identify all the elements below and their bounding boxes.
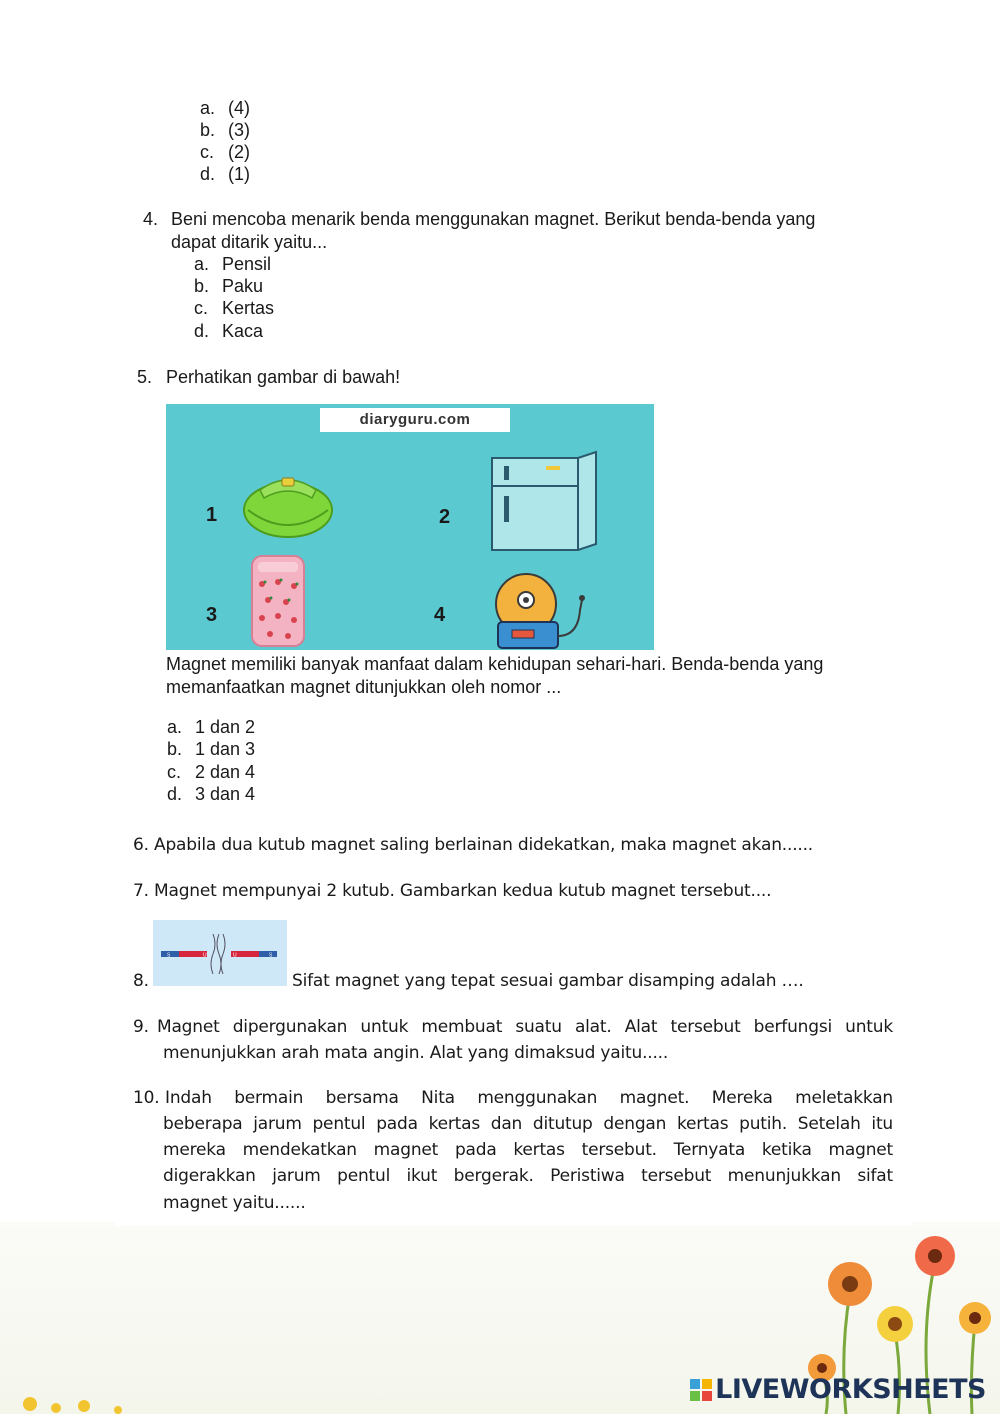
q10-text-line5: magnet yaitu...... [163,1193,306,1213]
electric-bell-icon [482,570,596,650]
q5-text-line2: memanfaatkan magnet ditunjukkan oleh nomor ... [166,677,562,697]
gas-cylinder-icon [242,470,334,538]
q5-option-d[interactable]: d. 3 dan 4 [167,784,256,804]
q4-text-line2: dapat ditarik yaitu... [171,232,328,252]
q4-option-b[interactable]: b. Paku [194,276,264,296]
q8-text: Sifat magnet yang tepat sesuai gambar disamping adalah …. [292,971,804,991]
figure-site-label: diaryguru.com [320,408,510,432]
refrigerator-icon [490,450,600,554]
q4-text-line1: Beni mencoba menarik benda menggunakan magnet. Berikut benda-benda yang [171,209,816,229]
q10-text-line2: beberapa jarum pentul pada kertas dan ditutup dengan kertas putih. Setelah itu [163,1114,893,1134]
q5-option-a[interactable]: a. 1 dan 2 [167,717,256,737]
figure-label-1: 1 [206,504,218,526]
q8-number: 8. [133,971,149,991]
liveworksheets-logo-icon [690,1379,712,1401]
brand-text: LIVEWORKSHEETS [715,1374,986,1405]
q4-option-d[interactable]: d. Kaca [194,321,264,341]
q5-option-b[interactable]: b. 1 dan 3 [167,739,256,759]
q10-text-line4: digerakkan jarum pentul ikut bergerak. Peristiwa tersebut menunjukkan sifat [163,1166,893,1186]
q5-text-line1: Magnet memiliki banyak manfaat dalam kehidupan sehari-hari. Benda-benda yang [166,654,824,674]
q5-figure [166,404,654,650]
pole-label-3: U [233,952,237,959]
question-7: 7. Magnet mempunyai 2 kutub. Gambarkan kedua kutub magnet tersebut.... [133,881,772,901]
q10-text-line3: mereka mendekatkan magnet pada kertas tersebut. Ternyata ketika magnet [163,1140,893,1160]
q3-option-c[interactable]: c. (2) [200,142,250,162]
figure-label-4: 4 [434,604,446,626]
q3-option-a[interactable]: a. (4) [200,98,250,118]
q4-number: 4. [143,209,159,229]
figure-label-2: 2 [439,506,451,528]
figure-label-3: 3 [206,604,218,626]
q8-figure [153,920,287,986]
liveworksheets-logo [690,1374,986,1405]
q10-text-line1: Indah bermain bersama Nita menggunakan magnet. Mereka meletakkan [165,1088,893,1108]
patterned-jar-icon [248,552,308,648]
q5-number: 5. [137,367,153,387]
question-6: 6. Apabila dua kutub magnet saling berlainan didekatkan, maka magnet akan...... [133,835,814,855]
bar-magnets-icon [153,920,287,986]
q9-number: 9. [133,1017,149,1037]
q10-number: 10. [133,1088,160,1108]
pole-label-2: U [203,952,207,959]
q4-option-a[interactable]: a. Pensil [194,254,272,274]
q9-text-line2: menunjukkan arah mata angin. Alat yang dimaksud yaitu..... [163,1043,669,1063]
q5-prompt: Perhatikan gambar di bawah! [166,367,401,387]
pole-label-1: S [167,952,171,959]
content-edge [115,1222,913,1226]
q5-option-c[interactable]: c. 2 dan 4 [167,762,256,782]
q4-option-c[interactable]: c. Kertas [194,298,275,318]
pole-label-4: S [269,952,273,959]
q3-option-b[interactable]: b. (3) [200,120,250,140]
q9-text-line1: Magnet dipergunakan untuk membuat suatu alat. Alat tersebut berfungsi untuk [157,1017,893,1037]
q3-option-d[interactable]: d. (1) [200,164,250,184]
